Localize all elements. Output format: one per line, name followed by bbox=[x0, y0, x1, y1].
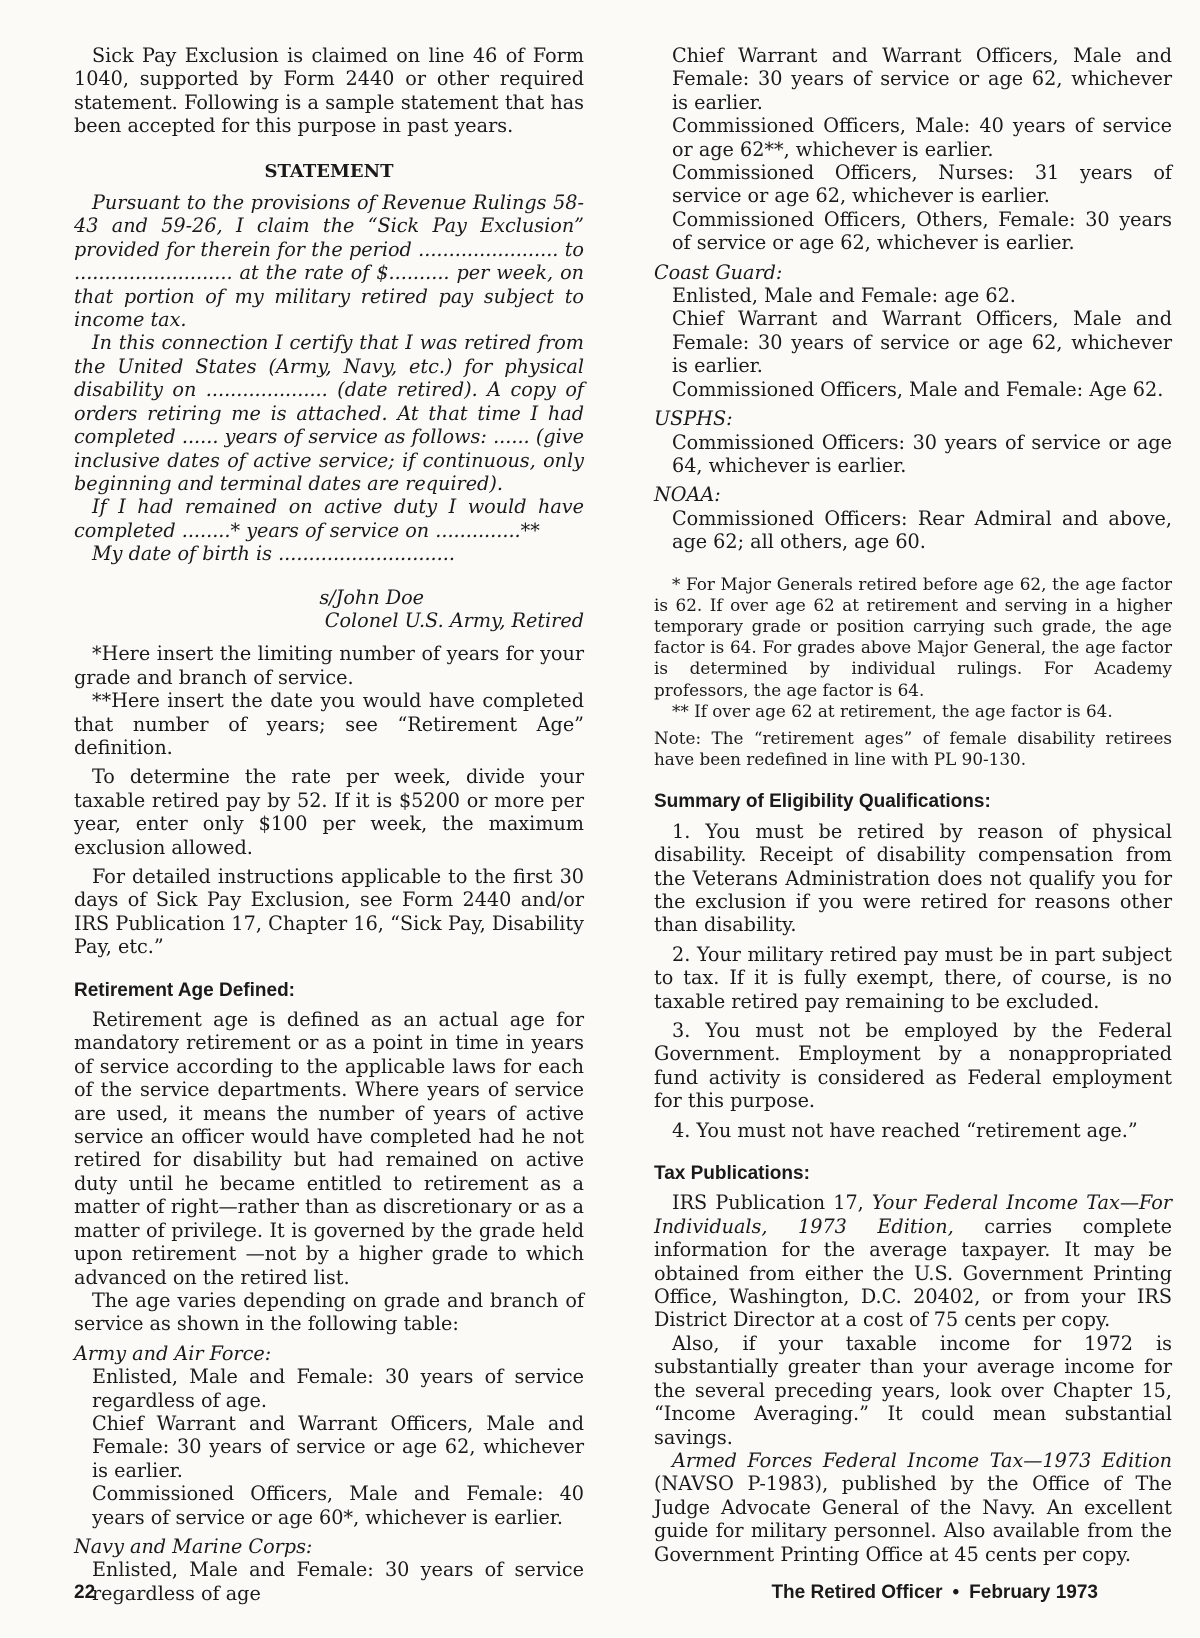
qualification-1: 1. You must be retired by reason of physical disability. Receipt of disability compensation from the Veterans Administration does not qualify you for the exclusion if you were retired for reasons other than disability. bbox=[654, 819, 1172, 937]
tax-paragraph-1-lead: IRS Publication 17, bbox=[672, 1191, 872, 1215]
army-entry-commissioned: Commissioned Officers, Male and Female: 40 years of service or age 60*, whichever is earlier. bbox=[92, 1482, 584, 1529]
noaa-label: NOAA: bbox=[654, 483, 721, 507]
left-column bbox=[74, 44, 584, 1605]
signature: s/John Doe bbox=[319, 585, 424, 609]
coast-guard-entry-enlisted: Enlisted, Male and Female: age 62. bbox=[672, 284, 1016, 308]
irs-publication-title: Your Federal Income Tax—For Individuals, 1973 Edition, bbox=[654, 1191, 1172, 1238]
right-column bbox=[654, 44, 1172, 1566]
navy-entry-enlisted: Enlisted, Male and Female: 30 years of service regardless of age bbox=[92, 1558, 584, 1605]
retirement-paragraph-2: The age varies depending on grade and branch of service as shown in the following table: bbox=[74, 1288, 584, 1336]
army-entry-warrant: Chief Warrant and Warrant Officers, Male and Female: 30 years of service or age 62, whichever is earlier. bbox=[92, 1411, 584, 1482]
footnote-single-star: *Here insert the limiting number of years for your grade and branch of service. bbox=[74, 642, 584, 689]
masthead bbox=[771, 1582, 1098, 1604]
footnote-double-star: **Here insert the date you would have completed that number of years; see “Retirement Age” definition. bbox=[74, 689, 584, 759]
navy-entry-warrant: Chief Warrant and Warrant Officers, Male and Female: 30 years of service or age 62, whichever is earlier. bbox=[672, 44, 1172, 114]
coast-guard-entry-commissioned: Commissioned Officers, Male and Female: Age 62. bbox=[672, 377, 1164, 401]
tax-paragraph-3 bbox=[654, 1449, 1172, 1566]
qualification-2: 2. Your military retired pay must be in part subject to tax. If it is fully exempt, there, of course, is no taxable retired pay remaining to be excluded. bbox=[654, 942, 1172, 1013]
statement-paragraph-3: If I had remained on active duty I would have completed ........* years of service on ..............** bbox=[74, 495, 584, 542]
instructions-paragraph: For detailed instructions applicable to the first 30 days of Sick Pay Exclusion, see Form 2440 and/or IRS Publication 17, Chapter 16, “Sick Pay, Disability Pay, etc.” bbox=[74, 865, 584, 959]
coast-guard-entry-warrant: Chief Warrant and Warrant Officers, Male and Female: 30 years of service or age 62, whichever is earlier. bbox=[672, 307, 1172, 378]
statement-paragraph-1: Pursuant to the provisions of Revenue Rulings 58-43 and 59-26, I claim the “Sick Pay Exclusion” provided for therein for the period ....................... to .......................... at the rate of $.......... per week, on that portion of my military retired pay subject to income tax. bbox=[74, 191, 584, 332]
age-footnote-note: Note: The “retirement ages” of female disability retirees have been redefined in line with PL 90-130. bbox=[654, 727, 1172, 770]
navy-entry-nurses: Commissioned Officers, Nurses: 31 years of service or age 62, whichever is earlier. bbox=[672, 161, 1172, 208]
tax-paragraph-1 bbox=[654, 1191, 1172, 1331]
navy-entry-others-female: Commissioned Officers, Others, Female: 30 years of service or age 62, whichever is earlier. bbox=[672, 207, 1172, 255]
usphs-entry: Commissioned Officers: 30 years of service or age 64, whichever is earlier. bbox=[672, 430, 1172, 477]
army-air-force-label: Army and Air Force: bbox=[74, 1341, 272, 1365]
usphs-label: USPHS: bbox=[654, 407, 733, 431]
qualification-3: 3. You must not be employed by the Federal Government. Employment by a nonappropriated fund activity is considered as Federal employment for this purpose. bbox=[654, 1019, 1172, 1113]
army-entry-enlisted: Enlisted, Male and Female: 30 years of service regardless of age. bbox=[92, 1365, 584, 1412]
rate-paragraph: To determine the rate per week, divide your taxable retired pay by 52. If it is $5200 or more per year, enter only $100 per week, the maximum exclusion allowed. bbox=[74, 765, 584, 859]
retirement-age-heading: Retirement Age Defined: bbox=[74, 979, 295, 1001]
armed-forces-publication-title: Armed Forces Federal Income Tax—1973 Edition bbox=[672, 1448, 1172, 1472]
age-footnote-single: * For Major Generals retired before age 62, the age factor is 62. If over age 62 at retirement and serving in a higher temporary grade or position carrying such grade, the age factor is 64. For grades above Major General, the age factor is determined by individual rulings. For Academy professors, the age factor is 64. bbox=[654, 573, 1172, 700]
qualification-4: 4. You must not have reached “retirement age.” bbox=[672, 1118, 1138, 1142]
statement-paragraph-2: In this connection I certify that I was retired from the United States (Army, Navy, etc.) for physical disability on .................... (date retired). A copy of orders retiring me is attached. At that time I had completed ...... years of service as follows: ...... (give inclusive dates of active service; if continuous, only beginning and terminal dates are required). bbox=[74, 331, 584, 495]
navy-marine-label: Navy and Marine Corps: bbox=[74, 1534, 313, 1558]
tax-paragraph-3-body: (NAVSO P-1983), published by the Office of The Judge Advocate General of the Navy. An excellent guide for military personnel. Also available from the Government Printing Office at 45 cents per copy. bbox=[654, 1472, 1172, 1566]
statement-paragraph-4: My date of birth is ............................. bbox=[92, 542, 455, 566]
statement-title: STATEMENT bbox=[264, 160, 394, 182]
issue-date: February 1973 bbox=[969, 1582, 1098, 1603]
tax-paragraph-2: Also, if your taxable income for 1972 is substantially greater than your average income for the several preceding years, look over Chapter 15, “Income Averaging.” It could mean substantial savings. bbox=[654, 1331, 1172, 1449]
intro-paragraph: Sick Pay Exclusion is claimed on line 46 of Form 1040, supported by Form 2440 or other required statement. Following is a sample statement that has been accepted for this purpose in past years. bbox=[74, 44, 584, 138]
noaa-entry: Commissioned Officers: Rear Admiral and above, age 62; all others, age 60. bbox=[672, 506, 1172, 554]
navy-entry-commissioned-male: Commissioned Officers, Male: 40 years of service or age 62**, whichever is earlier. bbox=[672, 114, 1172, 161]
age-footnote-double: ** If over age 62 at retirement, the age factor is 64. bbox=[672, 700, 1113, 721]
tax-publications-heading: Tax Publications: bbox=[654, 1163, 810, 1185]
signature-title: Colonel U.S. Army, Retired bbox=[324, 608, 584, 632]
coast-guard-label: Coast Guard: bbox=[654, 260, 783, 284]
footer-separator: • bbox=[952, 1582, 960, 1603]
tax-paragraph-1-body: carries complete information for the average taxpayer. It may be obtained from either the U.S. Government Printing Office, Washington, D.C. 20402, or from your IRS District Director at a cost of 75 cents per copy. bbox=[654, 1214, 1172, 1332]
page-number: 22 bbox=[74, 1582, 96, 1603]
publication-name: The Retired Officer bbox=[771, 1582, 943, 1603]
summary-heading: Summary of Eligibility Qualifications: bbox=[654, 791, 991, 813]
retirement-paragraph-1: Retirement age is defined as an actual age for mandatory retirement or as a point in time in years of service according to the applicable laws for each of the service departments. Where years of service are used, it means the number of years of active service an officer would have completed had he not retired for disability but had remained on active duty until he became entitled to retirement as a matter of right—rather than as discretionary or as a matter of privilege. It is governed by the grade held upon retirement —not by a higher grade to which advanced on the retired list. bbox=[74, 1008, 584, 1289]
